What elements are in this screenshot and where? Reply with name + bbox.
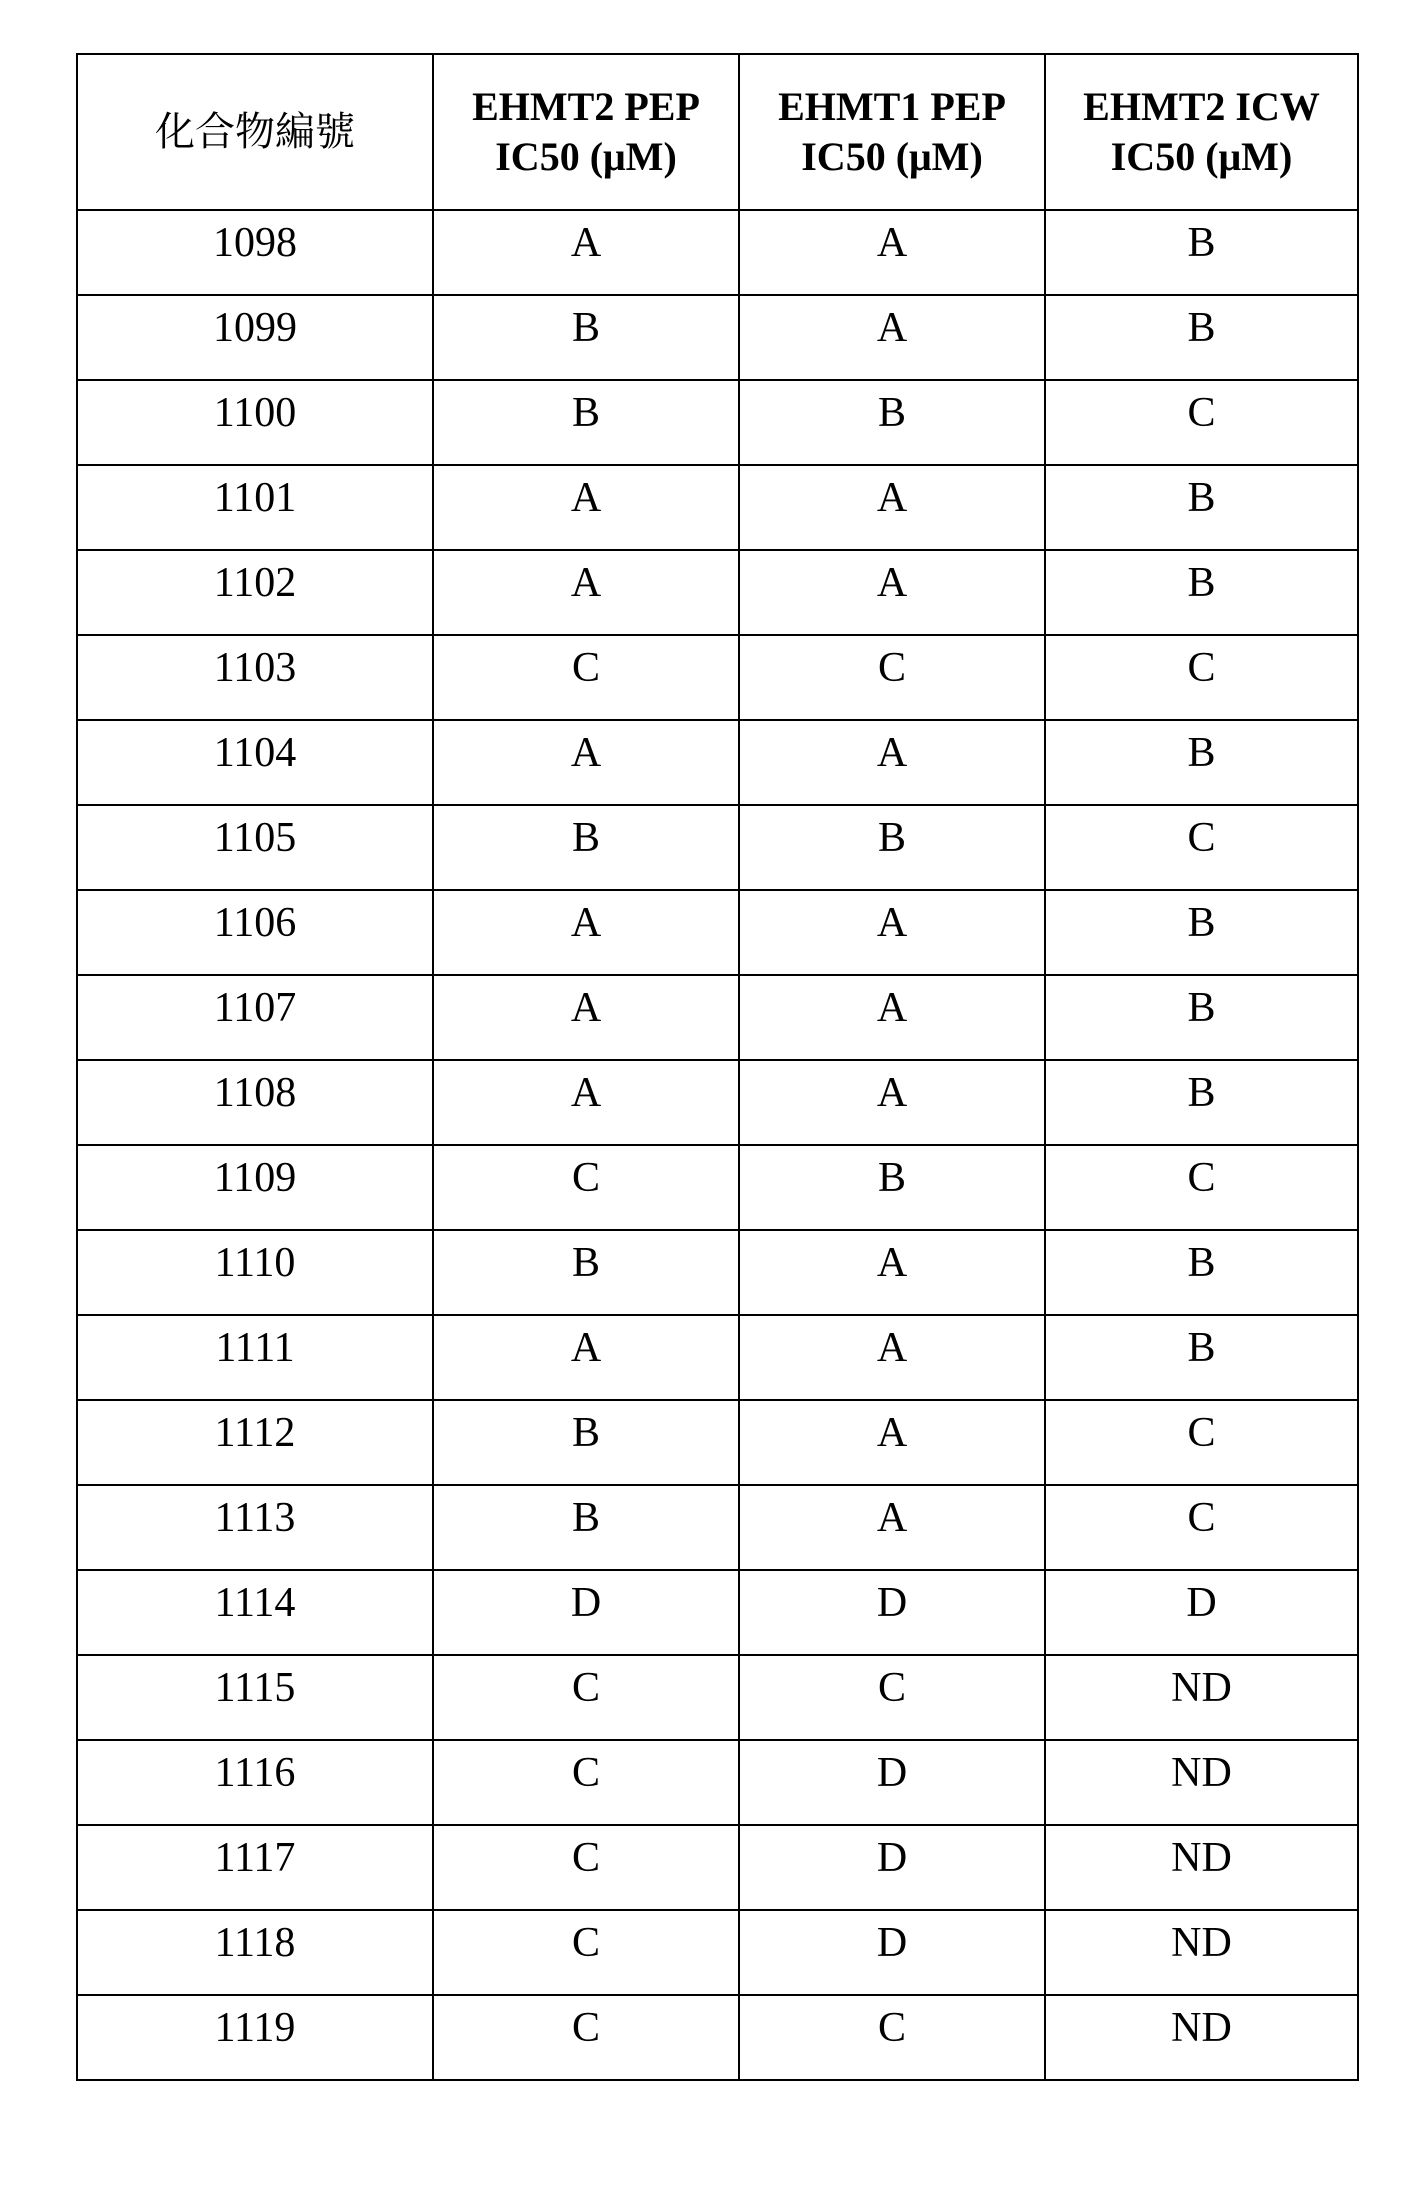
cell-ehmt2-pep-ic50: C xyxy=(433,1825,739,1910)
cell-ehmt1-pep-ic50: B xyxy=(739,805,1045,890)
header-ehmt2-pep: EHMT2 PEP IC50 (μM) xyxy=(433,54,739,210)
table-row xyxy=(77,550,1358,635)
cell-compound-number: 1099 xyxy=(77,295,433,380)
table-row xyxy=(77,890,1358,975)
cell-ehmt2-icw-ic50: B xyxy=(1045,550,1358,635)
cell-ehmt2-icw-ic50: B xyxy=(1045,1060,1358,1145)
cell-ehmt1-pep-ic50: A xyxy=(739,720,1045,805)
cell-ehmt2-icw-ic50: C xyxy=(1045,380,1358,465)
cell-ehmt2-icw-ic50: B xyxy=(1045,890,1358,975)
cell-ehmt1-pep-ic50: A xyxy=(739,1400,1045,1485)
cell-ehmt2-pep-ic50: C xyxy=(433,1655,739,1740)
cell-ehmt2-pep-ic50: A xyxy=(433,1060,739,1145)
cell-ehmt2-icw-ic50: B xyxy=(1045,465,1358,550)
cell-ehmt2-pep-ic50: D xyxy=(433,1570,739,1655)
cell-compound-number: 1098 xyxy=(77,210,433,295)
cell-compound-number: 1114 xyxy=(77,1570,433,1655)
cell-compound-number: 1104 xyxy=(77,720,433,805)
cell-compound-number: 1103 xyxy=(77,635,433,720)
table-row xyxy=(77,805,1358,890)
cell-ehmt2-pep-ic50: A xyxy=(433,890,739,975)
table-row xyxy=(77,295,1358,380)
ic50-table xyxy=(76,53,1359,2081)
header-ehmt1-pep: EHMT1 PEP IC50 (μM) xyxy=(739,54,1045,210)
cell-compound-number: 1107 xyxy=(77,975,433,1060)
table-row xyxy=(77,1570,1358,1655)
cell-ehmt2-icw-ic50: ND xyxy=(1045,1740,1358,1825)
cell-ehmt1-pep-ic50: C xyxy=(739,1655,1045,1740)
cell-ehmt2-pep-ic50: A xyxy=(433,975,739,1060)
cell-ehmt1-pep-ic50: A xyxy=(739,1315,1045,1400)
table-row xyxy=(77,975,1358,1060)
cell-ehmt2-pep-ic50: C xyxy=(433,1740,739,1825)
cell-ehmt2-pep-ic50: B xyxy=(433,805,739,890)
header-row xyxy=(77,54,1358,210)
cell-ehmt1-pep-ic50: D xyxy=(739,1825,1045,1910)
cell-compound-number: 1116 xyxy=(77,1740,433,1825)
header-compound-number: 化合物編號 xyxy=(77,54,433,210)
cell-ehmt2-icw-ic50: ND xyxy=(1045,1995,1358,2080)
cell-ehmt1-pep-ic50: A xyxy=(739,1060,1045,1145)
cell-ehmt1-pep-ic50: A xyxy=(739,295,1045,380)
cell-compound-number: 1118 xyxy=(77,1910,433,1995)
cell-ehmt1-pep-ic50: D xyxy=(739,1910,1045,1995)
cell-ehmt2-pep-ic50: C xyxy=(433,1910,739,1995)
cell-compound-number: 1111 xyxy=(77,1315,433,1400)
table-row xyxy=(77,1230,1358,1315)
cell-compound-number: 1100 xyxy=(77,380,433,465)
cell-compound-number: 1113 xyxy=(77,1485,433,1570)
cell-ehmt1-pep-ic50: C xyxy=(739,1995,1045,2080)
cell-ehmt2-icw-ic50: D xyxy=(1045,1570,1358,1655)
cell-ehmt2-icw-ic50: C xyxy=(1045,805,1358,890)
table-row xyxy=(77,635,1358,720)
cell-ehmt1-pep-ic50: A xyxy=(739,1485,1045,1570)
cell-ehmt2-pep-ic50: C xyxy=(433,1995,739,2080)
cell-ehmt1-pep-ic50: B xyxy=(739,1145,1045,1230)
cell-compound-number: 1117 xyxy=(77,1825,433,1910)
cell-ehmt2-pep-ic50: B xyxy=(433,295,739,380)
cell-ehmt2-pep-ic50: B xyxy=(433,1485,739,1570)
cell-ehmt2-icw-ic50: C xyxy=(1045,1145,1358,1230)
cell-ehmt2-icw-ic50: ND xyxy=(1045,1910,1358,1995)
table-row xyxy=(77,210,1358,295)
cell-ehmt2-pep-ic50: C xyxy=(433,635,739,720)
cell-ehmt2-icw-ic50: ND xyxy=(1045,1825,1358,1910)
cell-ehmt2-pep-ic50: A xyxy=(433,720,739,805)
cell-ehmt2-pep-ic50: A xyxy=(433,210,739,295)
cell-ehmt2-icw-ic50: C xyxy=(1045,1400,1358,1485)
cell-ehmt2-icw-ic50: ND xyxy=(1045,1655,1358,1740)
table-row xyxy=(77,1145,1358,1230)
cell-ehmt2-icw-ic50: B xyxy=(1045,1230,1358,1315)
cell-ehmt1-pep-ic50: A xyxy=(739,210,1045,295)
table-row xyxy=(77,1740,1358,1825)
cell-ehmt1-pep-ic50: A xyxy=(739,1230,1045,1315)
cell-ehmt2-pep-ic50: C xyxy=(433,1145,739,1230)
cell-ehmt1-pep-ic50: A xyxy=(739,890,1045,975)
cell-ehmt1-pep-ic50: C xyxy=(739,635,1045,720)
cell-ehmt2-pep-ic50: B xyxy=(433,380,739,465)
cell-ehmt1-pep-ic50: A xyxy=(739,975,1045,1060)
cell-ehmt2-pep-ic50: A xyxy=(433,550,739,635)
table-row xyxy=(77,1060,1358,1145)
cell-compound-number: 1105 xyxy=(77,805,433,890)
cell-compound-number: 1119 xyxy=(77,1995,433,2080)
table-row xyxy=(77,1655,1358,1740)
cell-ehmt2-icw-ic50: B xyxy=(1045,720,1358,805)
cell-compound-number: 1108 xyxy=(77,1060,433,1145)
cell-ehmt1-pep-ic50: D xyxy=(739,1570,1045,1655)
cell-ehmt1-pep-ic50: A xyxy=(739,465,1045,550)
table-row xyxy=(77,380,1358,465)
table-row xyxy=(77,1400,1358,1485)
cell-compound-number: 1109 xyxy=(77,1145,433,1230)
cell-ehmt1-pep-ic50: D xyxy=(739,1740,1045,1825)
cell-compound-number: 1102 xyxy=(77,550,433,635)
cell-compound-number: 1106 xyxy=(77,890,433,975)
cell-compound-number: 1101 xyxy=(77,465,433,550)
cell-ehmt2-icw-ic50: B xyxy=(1045,1315,1358,1400)
cell-compound-number: 1115 xyxy=(77,1655,433,1740)
cell-ehmt1-pep-ic50: B xyxy=(739,380,1045,465)
table-row xyxy=(77,720,1358,805)
header-ehmt2-icw: EHMT2 ICW IC50 (μM) xyxy=(1045,54,1358,210)
cell-ehmt2-icw-ic50: B xyxy=(1045,210,1358,295)
table-row xyxy=(77,1315,1358,1400)
cell-compound-number: 1110 xyxy=(77,1230,433,1315)
cell-ehmt2-icw-ic50: B xyxy=(1045,975,1358,1060)
cell-ehmt1-pep-ic50: A xyxy=(739,550,1045,635)
cell-ehmt2-icw-ic50: B xyxy=(1045,295,1358,380)
cell-ehmt2-icw-ic50: C xyxy=(1045,635,1358,720)
table-row xyxy=(77,1825,1358,1910)
table-row xyxy=(77,1995,1358,2080)
cell-compound-number: 1112 xyxy=(77,1400,433,1485)
table-row xyxy=(77,465,1358,550)
cell-ehmt2-icw-ic50: C xyxy=(1045,1485,1358,1570)
table-row xyxy=(77,1910,1358,1995)
cell-ehmt2-pep-ic50: A xyxy=(433,1315,739,1400)
cell-ehmt2-pep-ic50: A xyxy=(433,465,739,550)
cell-ehmt2-pep-ic50: B xyxy=(433,1400,739,1485)
table-row xyxy=(77,1485,1358,1570)
cell-ehmt2-pep-ic50: B xyxy=(433,1230,739,1315)
